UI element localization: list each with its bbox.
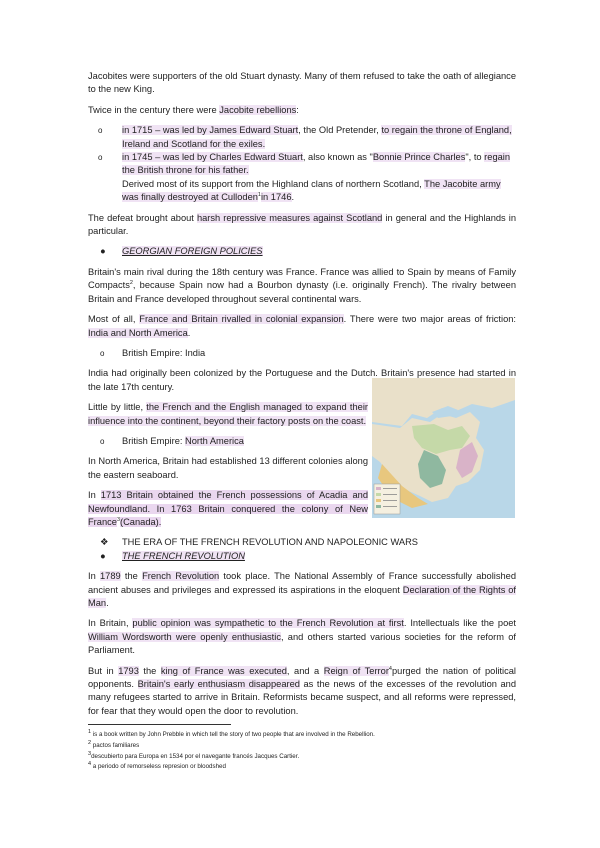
bullet-icon: ● — [100, 246, 106, 257]
heading-era: ❖ THE ERA OF THE FRENCH REVOLUTION AND NAPOLEONIC WARS — [88, 536, 516, 549]
circle-bullet-icon: o — [100, 348, 105, 358]
subheading-north-america: o British Empire: North America — [88, 435, 402, 448]
heading-georgian-foreign-policies: ● GEORGIAN FOREIGN POLICIES — [88, 245, 516, 258]
para-main-rival: Britain's main rival during the 18th century was France. France was allied to Spain by means of Family Compacts$^2$, because Spain now had a Bourbon dynasty (i.e. originally French). The rivalry between Britain and France developed throughout several continental wars. — [88, 266, 516, 304]
legend-swatch-spanish — [376, 499, 381, 502]
rebellions-list — [88, 124, 516, 204]
para-north-america: In North America, Britain had established 13 different colonies along the eastern seaboard. — [88, 456, 368, 480]
footnote: $^1$ is a book written by John Prebble in which tell the story of two people that are involved in the Rebellion. — [88, 728, 375, 738]
footnote: $^4$ a periodo of remorseless represion or bloodshed — [88, 761, 226, 771]
para-public-opinion: In Britain, public opinion was sympathetic to the French Revolution at first. Intellectuals like the poet William Wordsworth were openly enthusiastic, and others started various societies for the reform of Parliament. — [88, 618, 516, 656]
para-1789: In 1789 the French Revolution took place. The National Assembly of France successfully abolished ancient abuses and privileges and expressed its aspirations in the eloquent Declaration of the Rights of Man. — [88, 571, 517, 608]
para-jacobites: Jacobites were supporters of the old Stuart dynasty. Many of them refused to take the oath of allegiance to the new King. — [88, 71, 516, 95]
legend-swatch-british — [376, 487, 381, 490]
footnotes — [88, 730, 516, 773]
list-item: o in 1745 – was led by Charles Edward Stuart, also known as "Bonnie Prince Charles", to regain the British throne for his father. Derived most of its support from the Highland clans of northern Scotland, The Jacobite army was finally destroyed at Culloden$^1$in 1746. — [88, 151, 516, 205]
footnote-separator — [88, 724, 231, 725]
para-colonial-expansion: Most of all, France and Britain rivalled in colonial expansion. There were two major areas of friction: India and North America. — [88, 314, 516, 338]
legend-swatch-french — [376, 493, 381, 496]
para-india: India had originally been colonized by the Portuguese and the Dutch. Britain's presence had started in the late 17th century. — [88, 368, 516, 392]
subheading-india: o British Empire: India — [88, 347, 516, 360]
footnote: $^2$ pactos familiares — [88, 739, 140, 749]
para-defeat: The defeat brought about harsh repressive measures against Scotland in general and the Highlands in particular. — [88, 212, 516, 237]
para-rebellions-intro: Twice in the century there were Jacobite rebellions: — [88, 104, 299, 115]
bullet-icon: ● — [100, 550, 106, 561]
north-america-map-image — [372, 378, 515, 518]
heading-french-revolution: ● THE FRENCH REVOLUTION — [88, 550, 516, 563]
list-item: o in 1715 – was led by James Edward Stuart, the Old Pretender, to regain the throne of England, Ireland and Scotland for the exiles. — [88, 124, 516, 151]
para-acadia: In 1713 Britain obtained the French possessions of Acadia and Newfoundland. In 1763 Britain conquered the colony of New France$^3$(Canada). — [88, 490, 368, 527]
diamond-bullet-icon: ❖ — [100, 537, 109, 548]
circle-bullet-icon: o — [100, 436, 105, 446]
legend-swatch-other — [376, 505, 381, 508]
para-1793: But in 1793 the king of France was executed, and a Reign of Terror$^4$purged the nation of political opponents. Britain's early enthusiasm disappeared as the news of the excesses of the revolution and many refugees started to arrive in Britain. Reformists became suspect, and all reforms were repressed, for fear that they would open the door to revolution. — [88, 665, 516, 716]
footnote: $^3$descubierto para Europa en 1534 por el navegante francés Jacques Cartier. — [88, 750, 300, 760]
para-little-by-little: Little by little, the French and the English managed to expand their influence into the continent, beyond their factory posts on the coast. — [88, 402, 368, 426]
